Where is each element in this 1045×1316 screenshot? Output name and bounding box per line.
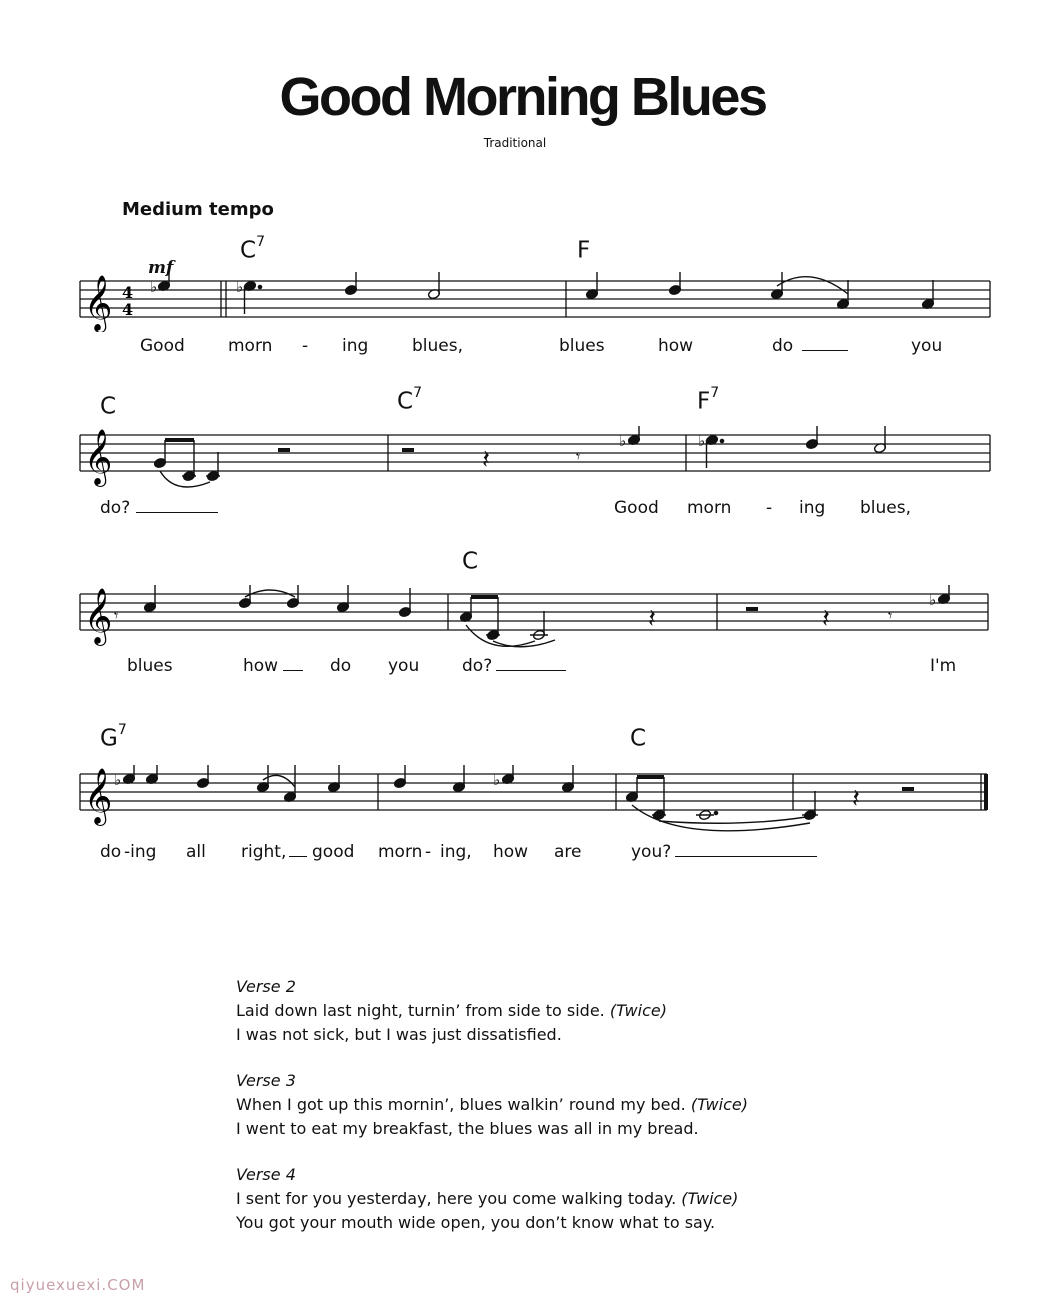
verse-block xyxy=(236,1163,748,1235)
lyric-syllable: do xyxy=(100,842,122,862)
svg-text:4: 4 xyxy=(122,300,134,319)
lyric-syllable: Good xyxy=(614,498,659,518)
lyric-syllable: good xyxy=(312,842,355,862)
svg-text:𝄾: 𝄾 xyxy=(114,606,119,625)
lyric-syllable: all xyxy=(186,842,206,862)
treble-clef-icon: 𝄞 xyxy=(84,275,113,331)
lyric-syllable: right, xyxy=(241,842,287,862)
dynamic-marking: mf xyxy=(148,258,174,278)
lyric-syllable: do? xyxy=(462,656,493,676)
lyric-syllable: how xyxy=(658,336,694,356)
verse-title: Verse 2 xyxy=(236,977,296,996)
chord-symbol: C xyxy=(462,548,479,575)
lyric-syllable: how xyxy=(493,842,529,862)
lyric-syllable: how xyxy=(243,656,279,676)
lyric-syllable: do? xyxy=(100,498,131,518)
tempo-marking: Medium tempo xyxy=(122,199,274,220)
music-staff-4 xyxy=(0,765,1045,835)
verse-title: Verse 4 xyxy=(236,1165,296,1184)
music-staff-1 xyxy=(0,272,1045,332)
melisma-line xyxy=(283,670,303,671)
chord-symbol: $F^7$ xyxy=(697,385,720,415)
svg-text:♭: ♭ xyxy=(698,432,706,450)
svg-text:♭: ♭ xyxy=(236,278,244,296)
lyric-syllable: do xyxy=(772,336,794,356)
verse-line: You got your mouth wide open, you don’t know what to say. xyxy=(236,1213,716,1232)
chord-symbol: C xyxy=(100,393,117,420)
lyric-syllable: Good xyxy=(140,336,185,356)
chord-symbol: $C^7$ xyxy=(397,385,422,415)
verse-line: I sent for you yesterday, here you come walking today. (Twice) xyxy=(236,1189,739,1208)
lyric-syllable: are xyxy=(554,842,582,862)
svg-text:𝄾: 𝄾 xyxy=(576,447,581,466)
lyric-syllable: ing xyxy=(799,498,826,518)
lyric-syllable: -ing xyxy=(124,842,157,862)
verse-title: Verse 3 xyxy=(236,1071,296,1090)
svg-text:♭: ♭ xyxy=(929,591,937,609)
chord-symbol: F xyxy=(577,237,591,264)
lyric-syllable: morn xyxy=(687,498,732,518)
svg-text:♭: ♭ xyxy=(114,771,122,789)
verse-block xyxy=(236,975,748,1047)
treble-clef-icon: 𝄞 xyxy=(84,768,113,824)
lyric-syllable: morn xyxy=(228,336,273,356)
melisma-line xyxy=(496,670,566,671)
additional-verses xyxy=(236,975,748,1257)
svg-text:𝄽: 𝄽 xyxy=(822,604,830,634)
lyric-syllable: blues xyxy=(127,656,173,676)
treble-clef-icon: 𝄞 xyxy=(84,429,113,485)
chord-symbol: $C^7$ xyxy=(240,234,265,264)
svg-text:𝄽: 𝄽 xyxy=(482,445,490,475)
verse-line: I went to eat my breakfast, the blues was all in my bread. xyxy=(236,1119,699,1138)
watermark: qiyuexuexi.COM xyxy=(10,1276,146,1294)
lyric-syllable: blues xyxy=(559,336,605,356)
verse-line: Laid down last night, turnin’ from side to side. (Twice) xyxy=(236,1001,667,1020)
song-title: Good Morning Blues xyxy=(279,67,766,127)
svg-text:𝄾: 𝄾 xyxy=(888,606,893,625)
music-staff-3 xyxy=(0,585,1045,655)
composer-credit: Traditional xyxy=(483,136,547,150)
svg-text:𝄽: 𝄽 xyxy=(648,604,656,634)
lyric-syllable: blues, xyxy=(860,498,912,518)
lyric-syllable: do xyxy=(330,656,352,676)
lyric-syllable: morn xyxy=(378,842,423,862)
lyric-syllable: - xyxy=(425,842,432,862)
verse-line: I was not sick, but I was just dissatisfied. xyxy=(236,1025,562,1044)
melisma-line xyxy=(289,856,307,857)
treble-clef-icon: 𝄞 xyxy=(84,588,113,644)
lyric-syllable: you xyxy=(388,656,420,676)
svg-text:♭: ♭ xyxy=(619,432,627,450)
melisma-line xyxy=(136,512,218,513)
svg-text:𝄽: 𝄽 xyxy=(852,784,860,814)
lyric-syllable: blues, xyxy=(412,336,464,356)
lyric-syllable: - xyxy=(766,498,773,518)
svg-text:4: 4 xyxy=(122,283,134,302)
music-staff-2 xyxy=(0,426,1045,496)
chord-symbol: C xyxy=(630,725,647,752)
verse-block xyxy=(236,1069,748,1141)
svg-text:♭: ♭ xyxy=(150,278,158,296)
lyric-syllable: ing xyxy=(342,336,369,356)
verse-line: When I got up this mornin’, blues walkin’ round my bed. (Twice) xyxy=(236,1095,748,1114)
lyric-syllable: you? xyxy=(631,842,672,862)
lyric-syllable: ing, xyxy=(440,842,472,862)
melisma-line xyxy=(802,350,848,351)
lyric-syllable: I'm xyxy=(930,656,957,676)
lyric-syllable: you xyxy=(911,336,943,356)
melisma-line xyxy=(675,856,817,857)
lyric-syllable: - xyxy=(302,336,309,356)
chord-symbol: $G^7$ xyxy=(100,722,127,752)
svg-text:♭: ♭ xyxy=(493,771,501,789)
